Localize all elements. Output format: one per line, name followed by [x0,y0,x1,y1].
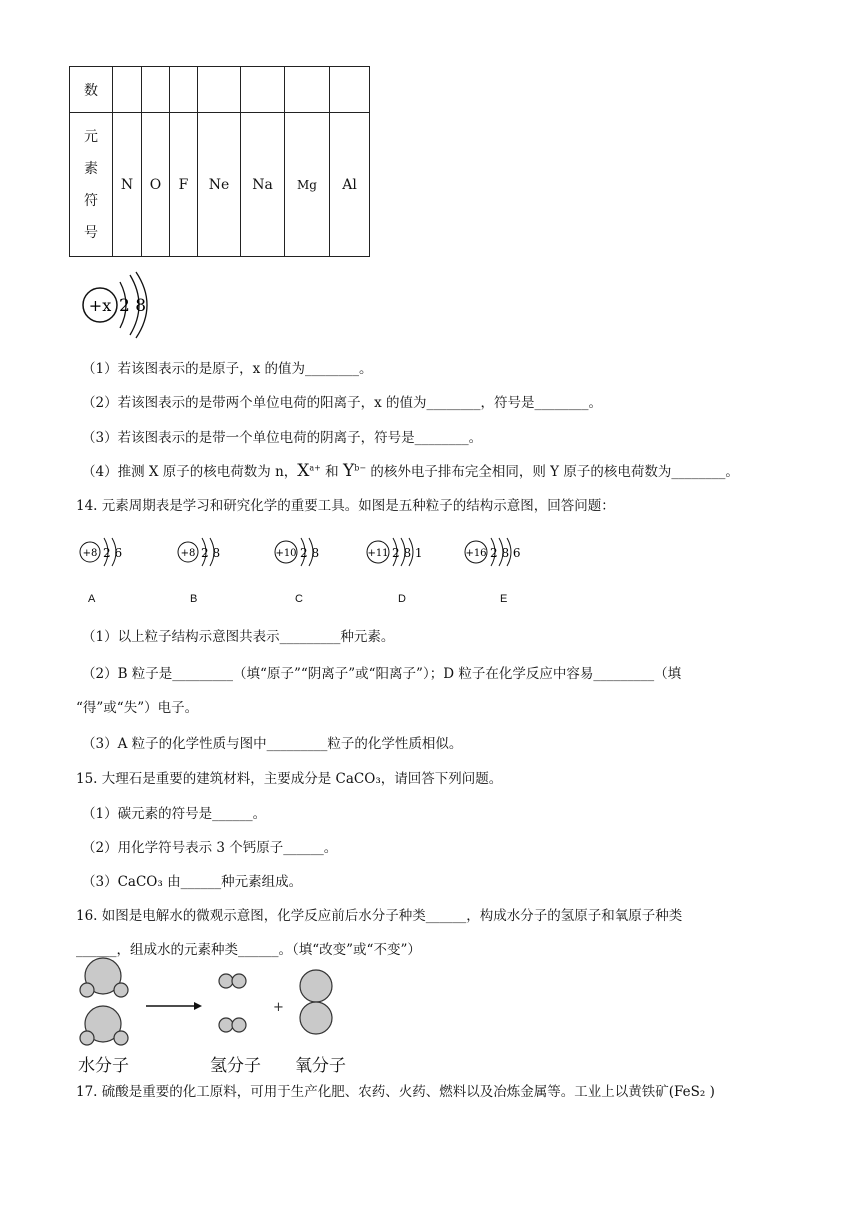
element-table [69,66,370,257]
q15-part1: （1）碳元素的符号是______。 [82,806,267,822]
label-water-molecule: 水分子 [78,1056,129,1076]
svg-text:+: + [273,1000,284,1015]
q16-stem-cont: ______，组成水的元素种类______。（填“改变”或“不变”） [76,942,421,958]
q14-stem: 14. 元素周期表是学习和研究化学的重要工具。如图是五种粒子的结构示意图，回答问题： [76,498,615,514]
row-label-symbol: 元 素 符 号 [70,113,113,257]
nucleus-charge: +16 [465,548,487,559]
particle-a [80,538,122,566]
particle-c [275,538,319,566]
q14-part1: （1）以上粒子结构示意图共表示_________种元素。 [82,629,395,645]
symbol-cell: N [113,113,142,257]
hydrogen-atom [80,1031,94,1045]
nucleus-charge: +10 [275,548,297,559]
symbol-cell: Na [241,113,285,257]
particle-label-d: D [398,593,406,605]
nucleus-charge: +8 [82,548,98,559]
electron-shells: 2 8 [300,546,320,560]
particle-d [367,538,423,566]
label-hydrogen-molecule: 氢分子 [210,1056,261,1076]
electron-shells: 2 8 [201,546,221,560]
q13-part1: （1）若该图表示的是原子，x 的值为________。 [82,361,373,377]
q13-part4: （4）推测 X 原子的核电荷数为 n，$X^{a+}$ 和 $Y^{b-}$ 的核外电子排布完全相同，则 Y 原子的核电荷数为________。 [82,461,739,481]
q13-part3: （3）若该图表示的是带一个单位电荷的阴离子，符号是________。 [82,430,483,446]
symbol-cell: F [170,113,198,257]
particle-b [178,538,220,566]
q15-stem: 15. 大理石是重要的建筑材料，主要成分是 CaCO₃，请回答下列问题。 [76,771,503,787]
electron-shells: 2 6 [103,546,123,560]
q17-stem: 17. 硫酸是重要的化工原料，可用于生产化肥、农药、火药、燃料以及冶炼金属等。工业上以黄铁矿(FeS₂ ) [76,1084,715,1100]
svg-text:2 8: 2 8 [119,296,147,316]
particle-label-c: C [295,593,303,605]
particle-label-b: B [190,593,198,605]
q14-part2: （2）B 粒子是_________（填“原子”“阴离子”或“阳离子”）；D 粒子在化学反应中容易_________（填 [82,666,682,682]
nucleus-charge: +11 [367,548,389,559]
label-oxygen-molecule: 氧分子 [295,1056,346,1076]
q16-stem: 16. 如图是电解水的微观示意图，化学反应前后水分子种类______，构成水分子的氢原子和氧原子种类 [76,908,683,924]
q14-part3: （3）A 粒子的化学性质与图中_________粒子的化学性质相似。 [82,736,463,752]
atom-structure-diagram [78,270,158,340]
svg-text:+x: +x [88,296,112,315]
hydrogen-atom [80,983,94,997]
electron-shells: 2 8 1 [392,546,423,560]
electron-shells: 2 8 6 [490,546,521,560]
q13-part2: （2）若该图表示的是带两个单位电荷的阳离子，x 的值为________，符号是________。 [82,395,602,411]
particle-label-e: E [500,593,508,605]
row-label-number: 数 [70,67,113,113]
hydrogen-atom [114,983,128,997]
nucleus-charge: +8 [180,548,196,559]
q15-part3: （3）CaCO₃ 由______种元素组成。 [82,874,303,890]
symbol-cell: Ne [198,113,241,257]
particle-label-a: A [88,593,96,605]
particle-diagrams [76,530,546,580]
q14-part2-cont: “得”或“失”）电子。 [76,700,199,716]
symbol-cell: O [142,113,170,257]
q15-part2: （2）用化学符号表示 3 个钙原子______。 [82,840,338,856]
particle-e [465,538,521,566]
hydrogen-atom [114,1031,128,1045]
electrolysis-diagram [76,956,376,1046]
symbol-cell: Al [330,113,370,257]
symbol-cell: Mg [285,113,330,257]
